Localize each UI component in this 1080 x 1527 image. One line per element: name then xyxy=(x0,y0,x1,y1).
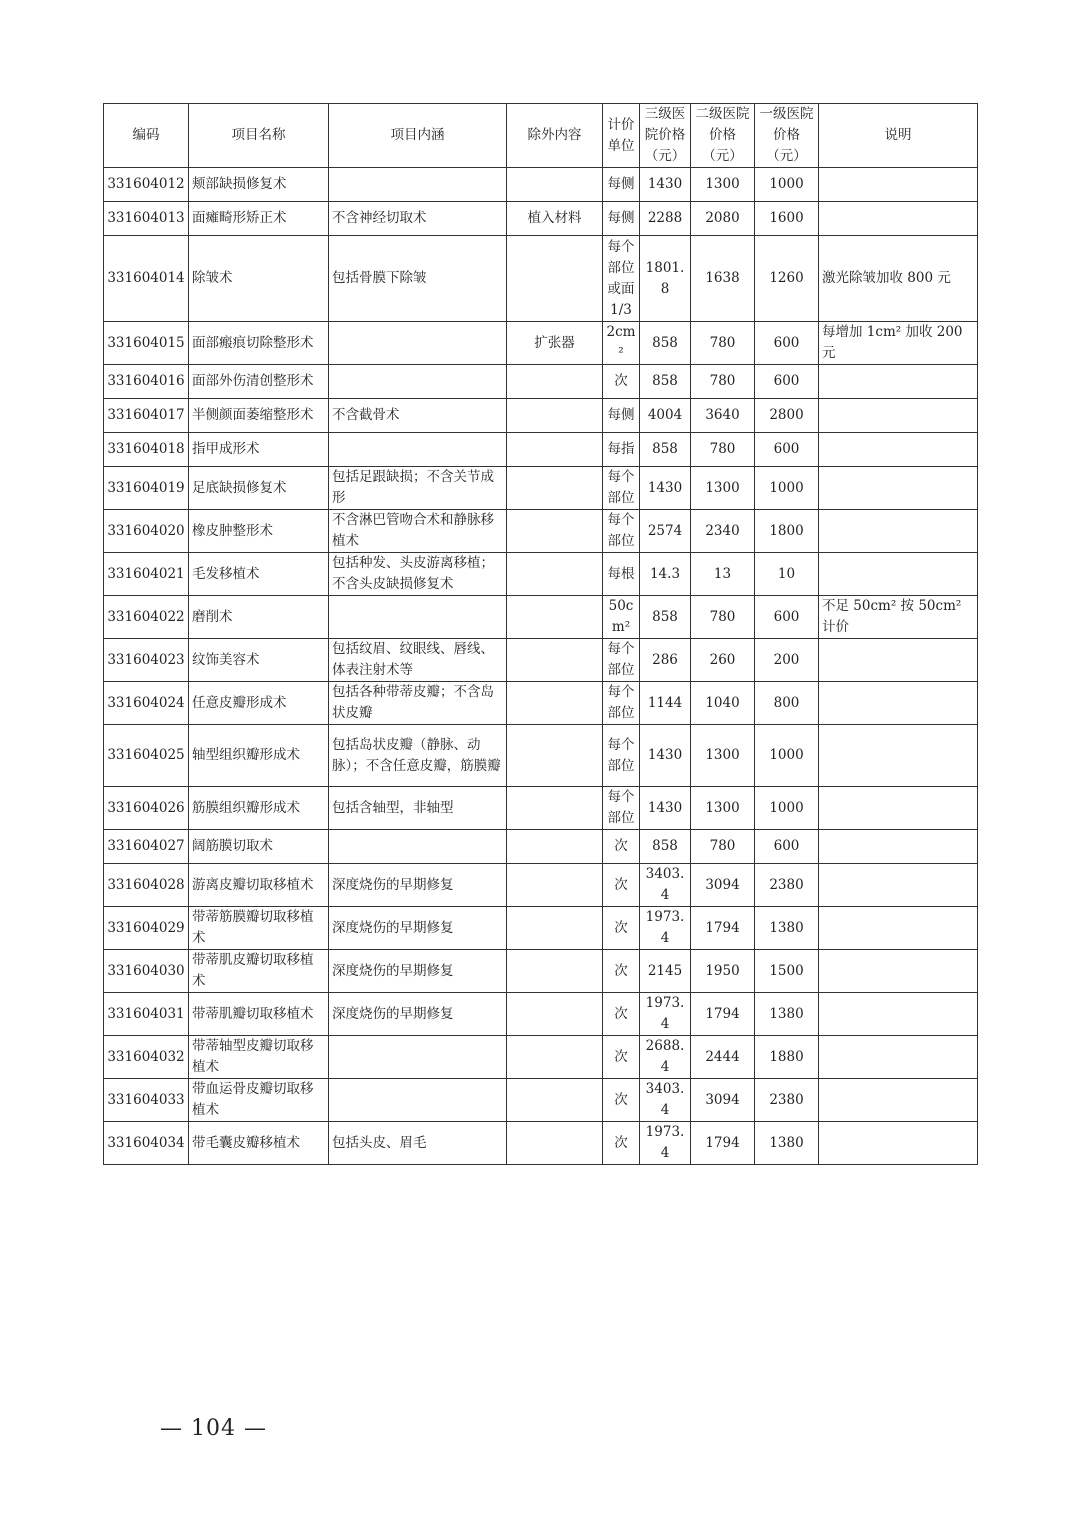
table-cell-content xyxy=(329,365,507,399)
table-cell-price-tier1: 1500 xyxy=(755,950,819,993)
table-cell-price-tier3: 858 xyxy=(640,322,691,365)
table-cell-content: 不含淋巴管吻合术和静脉移植术 xyxy=(329,510,507,553)
table-cell-unit: 次 xyxy=(603,1036,640,1079)
table-cell-price-tier3: 1973.4 xyxy=(640,1122,691,1165)
table-cell-price-tier2: 1794 xyxy=(691,993,755,1036)
table-cell-price-tier3: 1801.8 xyxy=(640,236,691,322)
table-cell-excluded xyxy=(507,907,603,950)
table-cell-unit: 每个部位 xyxy=(603,725,640,787)
table-cell-unit: 每个部位 xyxy=(603,639,640,682)
table-row xyxy=(104,1079,978,1122)
table-cell-content: 深度烧伤的早期修复 xyxy=(329,907,507,950)
table-cell-note xyxy=(819,168,978,202)
table-cell-unit: 每侧 xyxy=(603,202,640,236)
header-excluded: 除外内容 xyxy=(507,104,603,168)
table-cell-unit: 次 xyxy=(603,864,640,907)
table-row xyxy=(104,168,978,202)
table-cell-name: 阔筋膜切取术 xyxy=(189,830,329,864)
table-cell-content: 不含截骨术 xyxy=(329,399,507,433)
table-row xyxy=(104,787,978,830)
table-cell-unit: 次 xyxy=(603,365,640,399)
table-cell-excluded xyxy=(507,682,603,725)
table-cell-name: 橡皮肿整形术 xyxy=(189,510,329,553)
table-cell-unit: 次 xyxy=(603,907,640,950)
table-cell-note xyxy=(819,1036,978,1079)
table-cell-price-tier3: 1430 xyxy=(640,787,691,830)
table-cell-code: 331604020 xyxy=(104,510,189,553)
table-cell-price-tier2: 1040 xyxy=(691,682,755,725)
table-cell-price-tier2: 1300 xyxy=(691,168,755,202)
table-cell-price-tier3: 14.3 xyxy=(640,553,691,596)
table-cell-price-tier3: 1430 xyxy=(640,168,691,202)
table-cell-price-tier1: 1000 xyxy=(755,787,819,830)
table-cell-name: 毛发移植术 xyxy=(189,553,329,596)
table-cell-price-tier2: 2080 xyxy=(691,202,755,236)
table-cell-name: 面部瘢痕切除整形术 xyxy=(189,322,329,365)
table-cell-excluded: 扩张器 xyxy=(507,322,603,365)
table-row xyxy=(104,682,978,725)
table-cell-note xyxy=(819,433,978,467)
table-cell-price-tier3: 858 xyxy=(640,830,691,864)
table-cell-excluded xyxy=(507,596,603,639)
table-cell-price-tier1: 1600 xyxy=(755,202,819,236)
table-cell-content: 包括纹眉、纹眼线、唇线、体表注射术等 xyxy=(329,639,507,682)
table-cell-name: 除皱术 xyxy=(189,236,329,322)
table-cell-excluded xyxy=(507,950,603,993)
table-cell-price-tier2: 780 xyxy=(691,322,755,365)
table-cell-note xyxy=(819,950,978,993)
table-cell-content xyxy=(329,596,507,639)
table-cell-unit: 次 xyxy=(603,1122,640,1165)
table-cell-note: 每增加 1cm² 加收 200 元 xyxy=(819,322,978,365)
table-cell-price-tier3: 2145 xyxy=(640,950,691,993)
table-cell-note xyxy=(819,1122,978,1165)
table-cell-unit: 每指 xyxy=(603,433,640,467)
table-cell-price-tier3: 1430 xyxy=(640,467,691,510)
table-cell-excluded xyxy=(507,639,603,682)
table-cell-price-tier1: 1000 xyxy=(755,725,819,787)
table-cell-name: 面部外伤清创整形术 xyxy=(189,365,329,399)
table-cell-excluded xyxy=(507,510,603,553)
table-cell-code: 331604022 xyxy=(104,596,189,639)
table-row xyxy=(104,1036,978,1079)
table-cell-price-tier1: 2380 xyxy=(755,1079,819,1122)
table-cell-price-tier2: 2340 xyxy=(691,510,755,553)
table-cell-note xyxy=(819,639,978,682)
table-row xyxy=(104,236,978,322)
table-body xyxy=(104,168,978,1165)
table-cell-note xyxy=(819,553,978,596)
table-cell-name: 游离皮瓣切取移植术 xyxy=(189,864,329,907)
table-row xyxy=(104,433,978,467)
table-row xyxy=(104,553,978,596)
header-note: 说明 xyxy=(819,104,978,168)
table-cell-unit: 每个部位 xyxy=(603,787,640,830)
table-row xyxy=(104,202,978,236)
table-cell-excluded: 植入材料 xyxy=(507,202,603,236)
table-cell-excluded xyxy=(507,725,603,787)
table-cell-note xyxy=(819,993,978,1036)
table-cell-unit: 次 xyxy=(603,1079,640,1122)
table-cell-excluded xyxy=(507,236,603,322)
table-cell-price-tier3: 858 xyxy=(640,365,691,399)
table-cell-price-tier1: 600 xyxy=(755,365,819,399)
table-cell-note xyxy=(819,510,978,553)
table-cell-name: 筋膜组织瓣形成术 xyxy=(189,787,329,830)
table-cell-price-tier3: 4004 xyxy=(640,399,691,433)
table-cell-code: 331604018 xyxy=(104,433,189,467)
table-cell-code: 331604026 xyxy=(104,787,189,830)
table-cell-price-tier3: 1973.4 xyxy=(640,907,691,950)
table-cell-note xyxy=(819,365,978,399)
table-cell-name: 指甲成形术 xyxy=(189,433,329,467)
table-cell-excluded xyxy=(507,168,603,202)
table-cell-content: 包括含轴型，非轴型 xyxy=(329,787,507,830)
table-row xyxy=(104,1122,978,1165)
table-cell-content xyxy=(329,168,507,202)
table-cell-note: 不足 50cm² 按 50cm² 计价 xyxy=(819,596,978,639)
table-cell-price-tier1: 1260 xyxy=(755,236,819,322)
table-cell-content: 深度烧伤的早期修复 xyxy=(329,950,507,993)
table-cell-name: 任意皮瓣形成术 xyxy=(189,682,329,725)
table-row xyxy=(104,864,978,907)
table-cell-price-tier2: 780 xyxy=(691,596,755,639)
table-row xyxy=(104,510,978,553)
table-cell-code: 331604034 xyxy=(104,1122,189,1165)
table-cell-unit: 每侧 xyxy=(603,168,640,202)
table-cell-note xyxy=(819,864,978,907)
table-cell-content: 深度烧伤的早期修复 xyxy=(329,993,507,1036)
table-cell-name: 带蒂肌皮瓣切取移植术 xyxy=(189,950,329,993)
table-cell-price-tier3: 2574 xyxy=(640,510,691,553)
table-cell-content: 包括头皮、眉毛 xyxy=(329,1122,507,1165)
table-cell-code: 331604030 xyxy=(104,950,189,993)
table-cell-code: 331604012 xyxy=(104,168,189,202)
table-cell-excluded xyxy=(507,433,603,467)
table-cell-name: 带蒂轴型皮瓣切取移植术 xyxy=(189,1036,329,1079)
table-cell-price-tier2: 1794 xyxy=(691,1122,755,1165)
table-cell-price-tier1: 600 xyxy=(755,322,819,365)
table-cell-price-tier1: 200 xyxy=(755,639,819,682)
table-cell-code: 331604014 xyxy=(104,236,189,322)
table-cell-code: 331604023 xyxy=(104,639,189,682)
table-cell-price-tier1: 1380 xyxy=(755,1122,819,1165)
table-cell-price-tier1: 800 xyxy=(755,682,819,725)
table-cell-code: 331604021 xyxy=(104,553,189,596)
table-cell-price-tier3: 2288 xyxy=(640,202,691,236)
table-cell-unit: 50cm² xyxy=(603,596,640,639)
table-row xyxy=(104,322,978,365)
table-cell-price-tier1: 1000 xyxy=(755,467,819,510)
table-cell-price-tier2: 1300 xyxy=(691,787,755,830)
table-cell-price-tier3: 286 xyxy=(640,639,691,682)
table-row xyxy=(104,639,978,682)
table-cell-name: 面瘫畸形矫正术 xyxy=(189,202,329,236)
table-cell-note xyxy=(819,682,978,725)
table-cell-note xyxy=(819,202,978,236)
table-row xyxy=(104,907,978,950)
table-cell-unit: 每个部位 xyxy=(603,682,640,725)
table-row xyxy=(104,950,978,993)
table-cell-excluded xyxy=(507,467,603,510)
table-cell-price-tier3: 1973.4 xyxy=(640,993,691,1036)
table-cell-excluded xyxy=(507,399,603,433)
table-cell-excluded xyxy=(507,864,603,907)
table-cell-content: 包括岛状皮瓣（静脉、动脉）；不含任意皮瓣，筋膜瓣 xyxy=(329,725,507,787)
table-cell-code: 331604028 xyxy=(104,864,189,907)
table-cell-name: 带血运骨皮瓣切取移植术 xyxy=(189,1079,329,1122)
page-number: — 104 — xyxy=(160,1416,267,1441)
table-cell-price-tier2: 780 xyxy=(691,433,755,467)
table-cell-price-tier2: 780 xyxy=(691,830,755,864)
table-cell-excluded xyxy=(507,787,603,830)
table-cell-code: 331604017 xyxy=(104,399,189,433)
table-cell-price-tier1: 10 xyxy=(755,553,819,596)
table-cell-price-tier1: 1880 xyxy=(755,1036,819,1079)
header-unit: 计价单位 xyxy=(603,104,640,168)
table-cell-excluded xyxy=(507,365,603,399)
table-cell-content: 包括骨膜下除皱 xyxy=(329,236,507,322)
header-code: 编码 xyxy=(104,104,189,168)
table-cell-unit: 次 xyxy=(603,830,640,864)
table-cell-price-tier1: 1800 xyxy=(755,510,819,553)
table-cell-code: 331604033 xyxy=(104,1079,189,1122)
table-cell-code: 331604025 xyxy=(104,725,189,787)
table-cell-name: 颊部缺损修复术 xyxy=(189,168,329,202)
table-cell-content: 包括各种带蒂皮瓣；不含岛状皮瓣 xyxy=(329,682,507,725)
table-cell-price-tier2: 3094 xyxy=(691,864,755,907)
table-cell-price-tier1: 1000 xyxy=(755,168,819,202)
table-cell-name: 半侧颜面萎缩整形术 xyxy=(189,399,329,433)
table-cell-price-tier3: 858 xyxy=(640,433,691,467)
table-cell-price-tier2: 1950 xyxy=(691,950,755,993)
table-cell-price-tier2: 260 xyxy=(691,639,755,682)
table-cell-content xyxy=(329,1079,507,1122)
table-cell-excluded xyxy=(507,830,603,864)
table-cell-code: 331604013 xyxy=(104,202,189,236)
table-cell-name: 带毛囊皮瓣移植术 xyxy=(189,1122,329,1165)
table-cell-note xyxy=(819,467,978,510)
table-cell-content xyxy=(329,322,507,365)
header-price-tier2: 二级医院价格（元） xyxy=(691,104,755,168)
table-cell-code: 331604016 xyxy=(104,365,189,399)
table-cell-note xyxy=(819,725,978,787)
price-table xyxy=(103,103,978,1165)
table-cell-name: 带蒂筋膜瓣切取移植术 xyxy=(189,907,329,950)
table-row xyxy=(104,399,978,433)
header-content: 项目内涵 xyxy=(329,104,507,168)
header-price-tier1: 一级医院价格（元） xyxy=(755,104,819,168)
table-cell-note xyxy=(819,787,978,830)
table-cell-price-tier2: 1638 xyxy=(691,236,755,322)
table-cell-content xyxy=(329,1036,507,1079)
table-row xyxy=(104,725,978,787)
table-cell-unit: 2cm² xyxy=(603,322,640,365)
table-row xyxy=(104,830,978,864)
table-cell-name: 带蒂肌瓣切取移植术 xyxy=(189,993,329,1036)
table-cell-excluded xyxy=(507,993,603,1036)
table-cell-content: 包括足跟缺损；不含关节成形 xyxy=(329,467,507,510)
header-name: 项目名称 xyxy=(189,104,329,168)
table-cell-name: 磨削术 xyxy=(189,596,329,639)
table-cell-content: 深度烧伤的早期修复 xyxy=(329,864,507,907)
table-cell-price-tier2: 13 xyxy=(691,553,755,596)
table-cell-price-tier1: 2380 xyxy=(755,864,819,907)
table-cell-code: 331604027 xyxy=(104,830,189,864)
table-cell-code: 331604029 xyxy=(104,907,189,950)
table-cell-price-tier1: 600 xyxy=(755,433,819,467)
table-header-row xyxy=(104,104,978,168)
table-cell-excluded xyxy=(507,1122,603,1165)
table-cell-price-tier1: 2800 xyxy=(755,399,819,433)
table-cell-price-tier3: 1430 xyxy=(640,725,691,787)
header-price-tier3: 三级医院价格（元） xyxy=(640,104,691,168)
table-cell-code: 331604032 xyxy=(104,1036,189,1079)
table-cell-price-tier1: 600 xyxy=(755,830,819,864)
table-cell-excluded xyxy=(507,1079,603,1122)
table-cell-unit: 每个部位 xyxy=(603,467,640,510)
table-cell-note xyxy=(819,1079,978,1122)
table-cell-excluded xyxy=(507,1036,603,1079)
table-cell-content: 包括种发、头皮游离移植；不含头皮缺损修复术 xyxy=(329,553,507,596)
table-cell-unit: 每侧 xyxy=(603,399,640,433)
table-cell-price-tier2: 3640 xyxy=(691,399,755,433)
table-cell-name: 纹饰美容术 xyxy=(189,639,329,682)
table-row xyxy=(104,596,978,639)
table-cell-note: 激光除皱加收 800 元 xyxy=(819,236,978,322)
table-cell-price-tier1: 1380 xyxy=(755,993,819,1036)
table-cell-unit: 每个部位或面1/3 xyxy=(603,236,640,322)
table-cell-unit: 每个部位 xyxy=(603,510,640,553)
table-cell-price-tier3: 858 xyxy=(640,596,691,639)
table-cell-unit: 每根 xyxy=(603,553,640,596)
table-cell-name: 轴型组织瓣形成术 xyxy=(189,725,329,787)
table-cell-name: 足底缺损修复术 xyxy=(189,467,329,510)
table-cell-excluded xyxy=(507,553,603,596)
table-cell-note xyxy=(819,907,978,950)
table-cell-price-tier2: 3094 xyxy=(691,1079,755,1122)
table-cell-note xyxy=(819,830,978,864)
table-cell-code: 331604015 xyxy=(104,322,189,365)
table-cell-price-tier1: 1380 xyxy=(755,907,819,950)
table-cell-code: 331604024 xyxy=(104,682,189,725)
table-cell-price-tier3: 1144 xyxy=(640,682,691,725)
table-cell-unit: 次 xyxy=(603,950,640,993)
table-cell-price-tier1: 600 xyxy=(755,596,819,639)
table-cell-code: 331604019 xyxy=(104,467,189,510)
table-cell-content: 不含神经切取术 xyxy=(329,202,507,236)
table-cell-content xyxy=(329,830,507,864)
table-cell-price-tier3: 2688.4 xyxy=(640,1036,691,1079)
table-cell-price-tier2: 1300 xyxy=(691,725,755,787)
table-cell-note xyxy=(819,399,978,433)
table-row xyxy=(104,993,978,1036)
table-cell-content xyxy=(329,433,507,467)
table-cell-price-tier3: 3403.4 xyxy=(640,1079,691,1122)
table-row xyxy=(104,467,978,510)
table-cell-price-tier3: 3403.4 xyxy=(640,864,691,907)
table-cell-code: 331604031 xyxy=(104,993,189,1036)
table-cell-unit: 次 xyxy=(603,993,640,1036)
table-cell-price-tier2: 780 xyxy=(691,365,755,399)
table-row xyxy=(104,365,978,399)
table-cell-price-tier2: 1300 xyxy=(691,467,755,510)
table-cell-price-tier2: 2444 xyxy=(691,1036,755,1079)
table-cell-price-tier2: 1794 xyxy=(691,907,755,950)
